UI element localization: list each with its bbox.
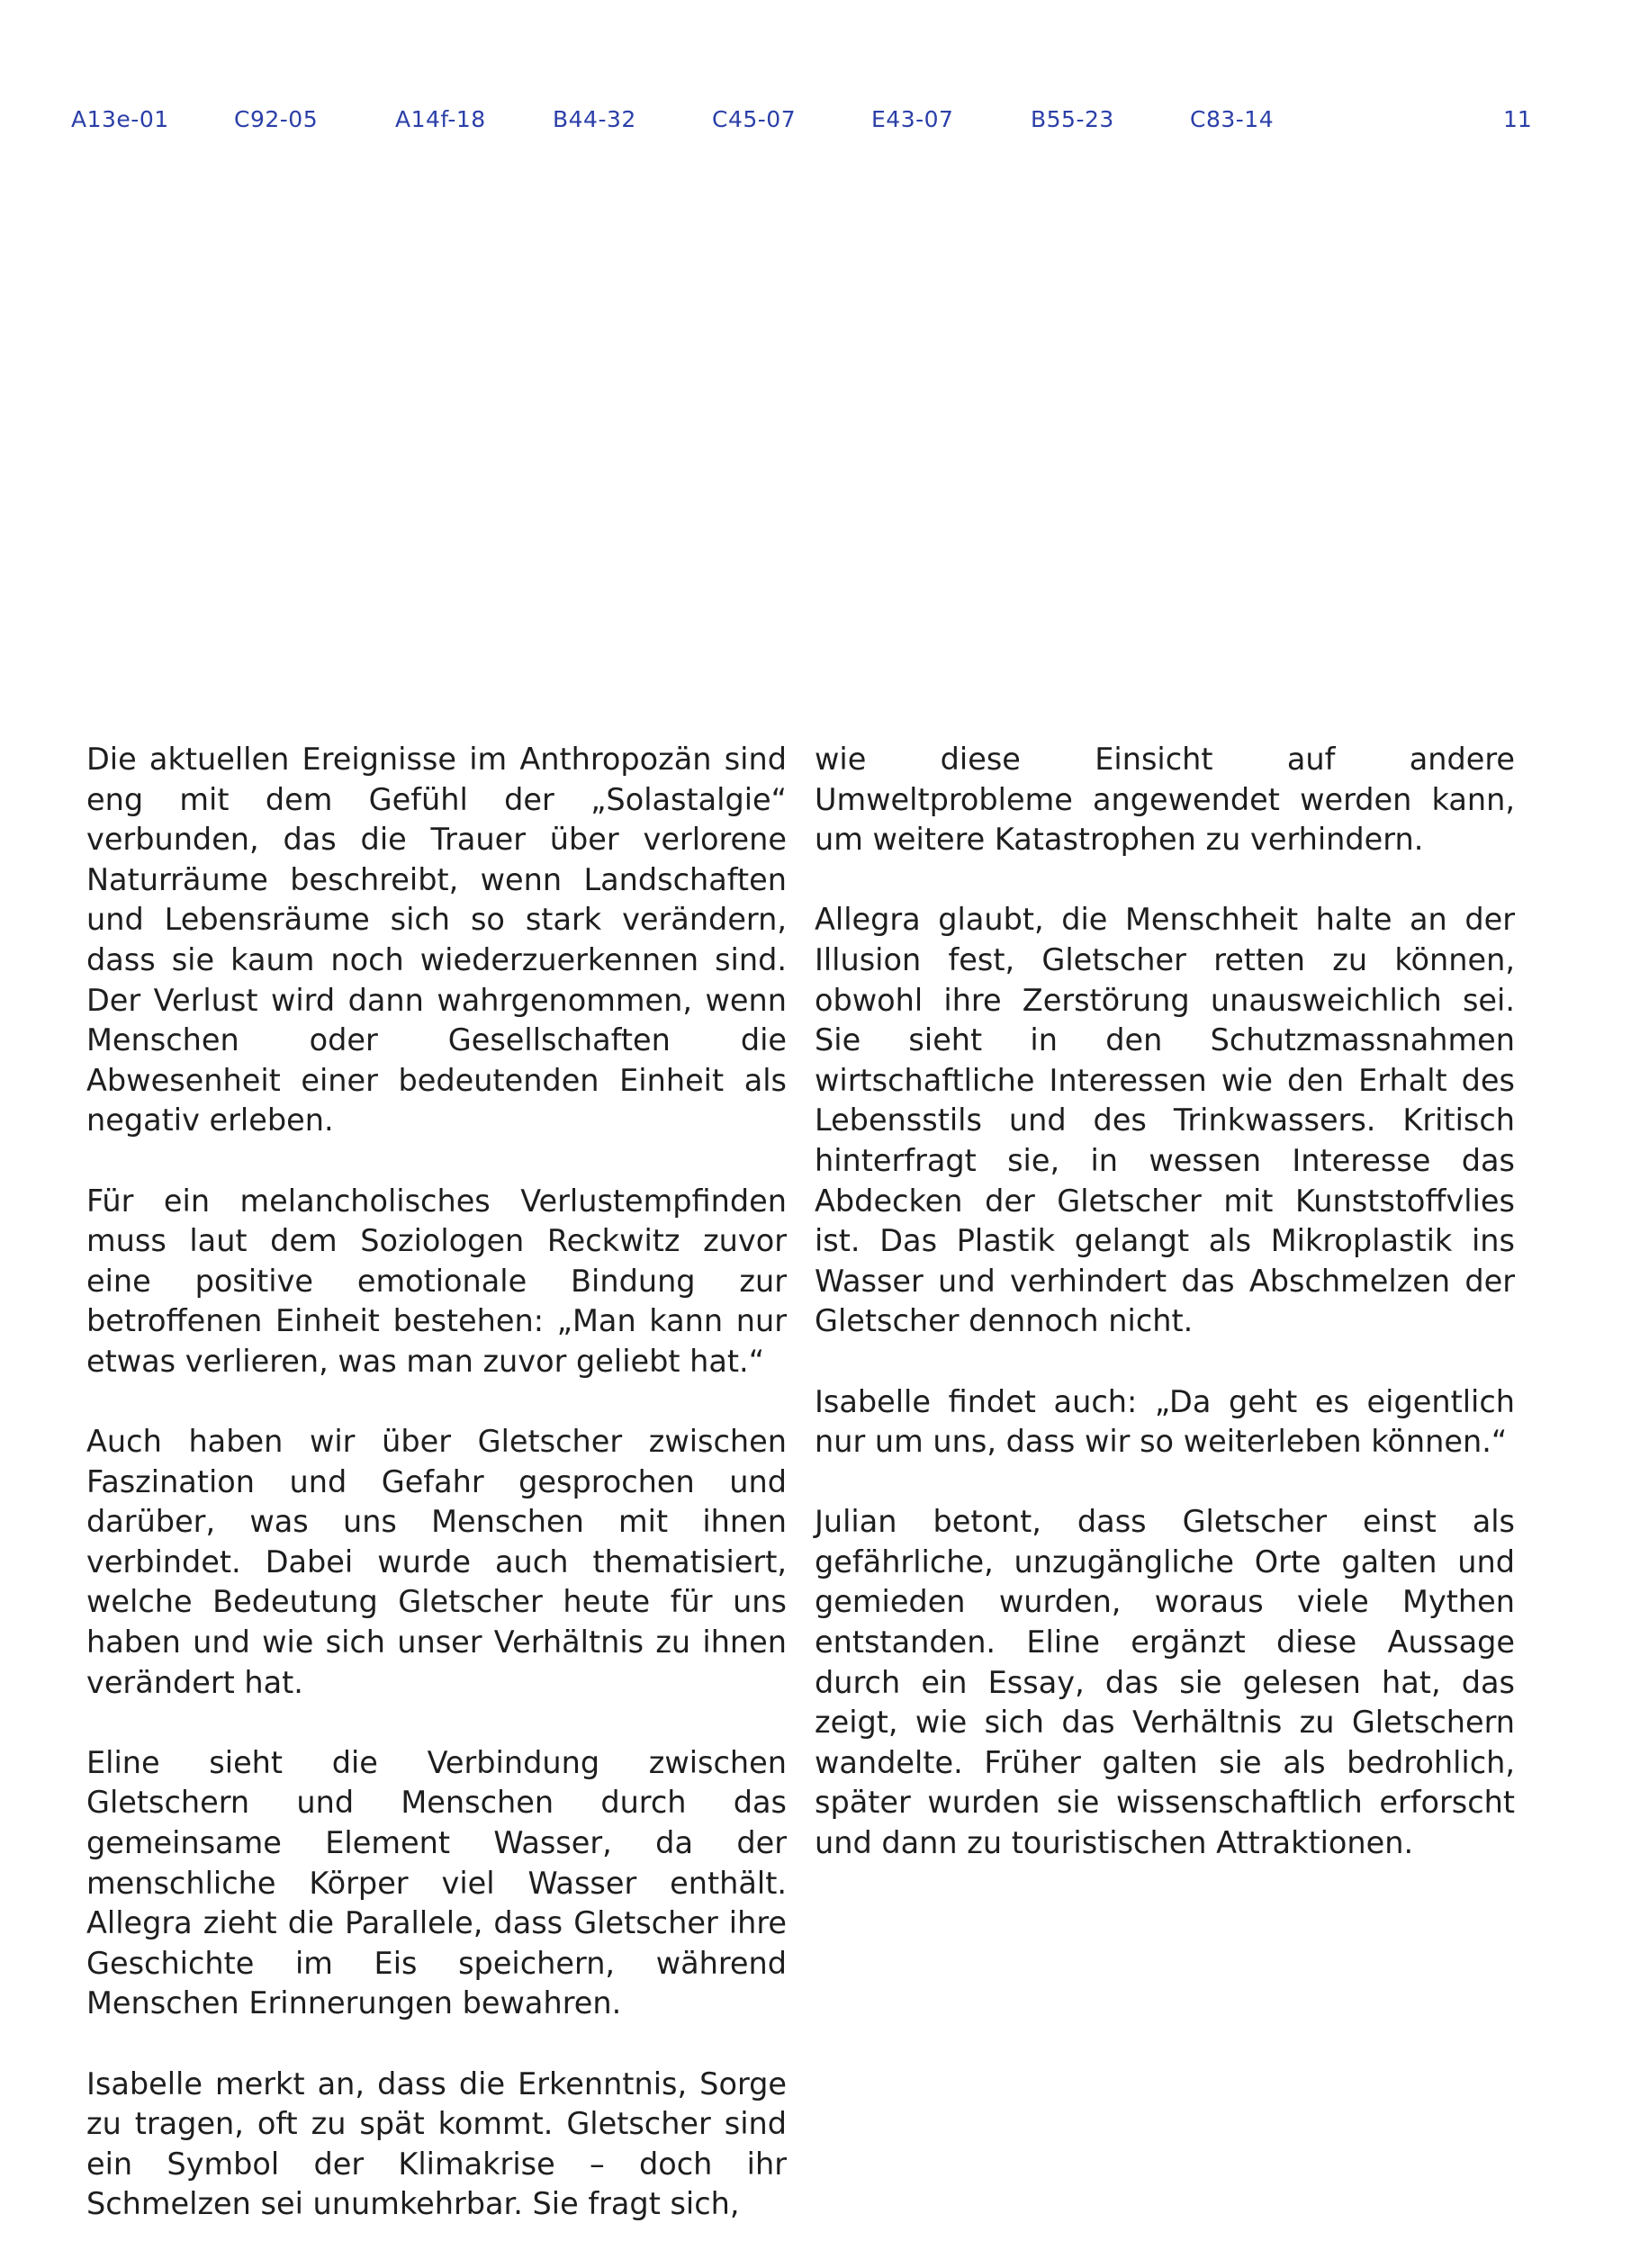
paragraph: Isabelle merkt an, dass die Erkenntnis, Sorge zu tragen, oft zu spät kommt. Gletscher sind ein Symbol der Klimakrise – doch ihr Schmelzen sei unumkehrbar. Sie fragt sich, xyxy=(86,2066,787,2222)
header-code: A13e-01 xyxy=(71,106,169,132)
header-code: C45-07 xyxy=(712,106,797,132)
paragraph: Isabelle findet auch: „Da geht es eigentlich nur um uns, dass wir so weiterleben können.“ xyxy=(815,1383,1515,1460)
paragraph: Für ein melancholisches Verlustempfinden muss laut dem Soziologen Reckwitz zuvor eine positive emotionale Bindung zur betroffenen Einheit bestehen: „Man kann nur etwas verlieren, was man zuvor geliebt hat.“ xyxy=(86,1183,787,1379)
header-code: B55-23 xyxy=(1031,106,1114,132)
header-code: C92-05 xyxy=(234,106,319,132)
header-code: A14f-18 xyxy=(395,106,486,132)
header-code: C83-14 xyxy=(1190,106,1275,132)
paragraph: Allegra glaubt, die Menschheit halte an der Illusion fest, Gletscher retten zu können, obwohl ihre Zerstörung unausweichlich sei. Sie sieht in den Schutzmassnahmen wirtschaftliche Interessen wie den Erhalt des Lebensstils und des Trinkwassers. Kritisch hinterfragt sie, in wessen Interesse das Abdecken der Gletscher mit Kunststoffvlies ist. Das Plastik gelangt als Mikroplastik ins Wasser und verhindert das Abschmelzen der Gletscher dennoch nicht. xyxy=(815,902,1515,1339)
header-code: B44-32 xyxy=(553,106,636,132)
left-text-column xyxy=(86,740,787,2225)
paragraph: Auch haben wir über Gletscher zwischen Faszination und Gefahr gesprochen und darüber, was uns Menschen mit ihnen verbindet. Dabei wurde auch thematisiert, welche Bedeutung Gletscher heute für uns haben und wie sich unser Verhältnis zu ihnen verändert hat. xyxy=(86,1424,787,1700)
page-header xyxy=(0,106,1631,137)
paragraph: Eline sieht die Verbindung zwischen Gletschern und Menschen durch das gemeinsame Element Wasser, da der menschliche Körper viel Wasser enthält. Allegra zieht die Parallele, dass Gletscher ihre Geschichte im Eis speichern, während Menschen Erinnerungen bewahren. xyxy=(86,1744,787,2021)
header-code: E43-07 xyxy=(871,106,954,132)
right-text-column xyxy=(815,740,1515,1864)
page-number: 11 xyxy=(1503,106,1532,132)
paragraph: wie diese Einsicht auf andere Umweltprobleme angewendet werden kann, um weitere Katastrophen zu verhindern. xyxy=(815,742,1515,858)
paragraph: Julian betont, dass Gletscher einst als gefährliche, unzugängliche Orte galten und gemieden wurden, woraus viele Mythen entstanden. Eline ergänzt diese Aussage durch ein Essay, das sie gelesen hat, das zeigt, wie sich das Verhältnis zu Gletschern wandelte. Früher galten sie als bedrohlich, später wurden sie wissenschaftlich erforscht und dann zu touristischen Attraktionen. xyxy=(815,1504,1515,1861)
paragraph: Die aktuellen Ereignisse im Anthropozän sind eng mit dem Gefühl der „Solastalgie“ verbunden, das die Trauer über verlorene Naturräume beschreibt, wenn Landschaften und Lebensräume sich so stark verändern, dass sie kaum noch wiederzuerkennen sind. Der Verlust wird dann wahrgenommen, wenn Menschen oder Gesellschaften die Abwesenheit einer bedeutenden Einheit als negativ erleben. xyxy=(86,742,787,1138)
